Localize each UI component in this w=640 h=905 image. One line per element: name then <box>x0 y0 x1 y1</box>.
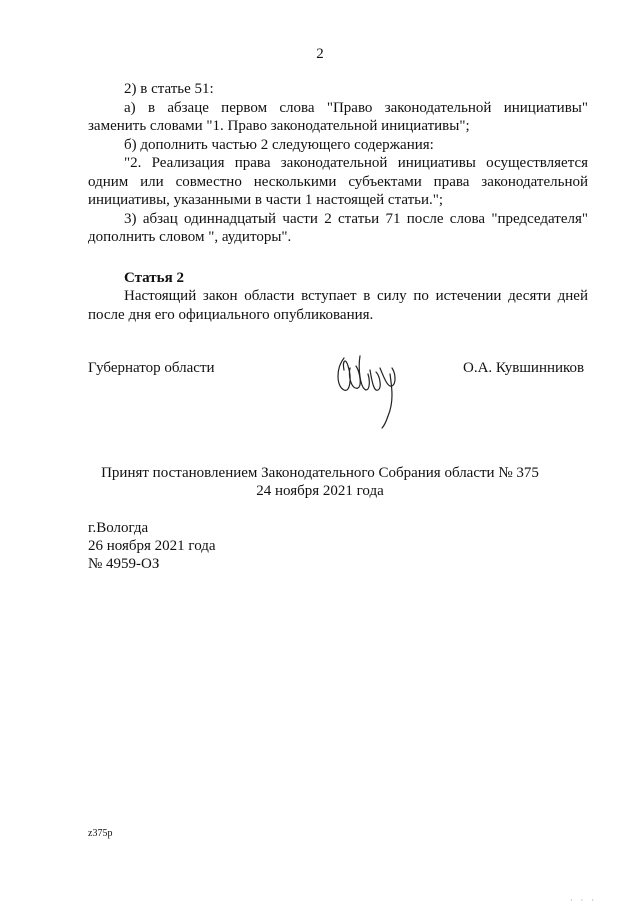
item-quote: "2. Реализация права законодательной инициативы осуществляется одним или совместно несколькими субъектами права законодательной инициативы, указанными в части 1 настоящей статьи."; <box>88 155 588 208</box>
article-2-title: Статья 2 <box>124 269 184 286</box>
signatory-name: О.А. Кувшинников <box>463 360 585 376</box>
handwritten-signature <box>330 338 410 430</box>
page-number: 2 <box>316 46 324 62</box>
place-date: 26 ноября 2021 года <box>88 538 216 554</box>
footer-code: z375p <box>88 828 113 839</box>
spacer <box>88 247 588 269</box>
law-number: № 4959-ОЗ <box>88 556 160 572</box>
document-body <box>88 80 588 324</box>
adoption-line-1: Принят постановлением Законодательного Собрания области № 375 <box>101 465 539 481</box>
signatory-position: Губернатор области <box>88 360 215 376</box>
item-article-51: 2) в статье 51: <box>124 81 214 97</box>
adoption-line-2: 24 ноября 2021 года <box>256 483 384 499</box>
place-city: г.Вологда <box>88 520 149 536</box>
footer-marks: · · · <box>570 896 597 905</box>
item-b: б) дополнить частью 2 следующего содержания: <box>124 136 434 153</box>
article-2-text: Настоящий закон области вступает в силу по истечении десяти дней после дня его официального опубликования. <box>88 288 588 323</box>
item-a: а) в абзаце первом слова "Право законодательной инициативы" заменить словами "1. Право законодательной инициативы"; <box>88 99 588 134</box>
item-3: 3) абзац одиннадцатый части 2 статьи 71 после слова "председателя" дополнить словом ", аудиторы". <box>88 210 588 245</box>
